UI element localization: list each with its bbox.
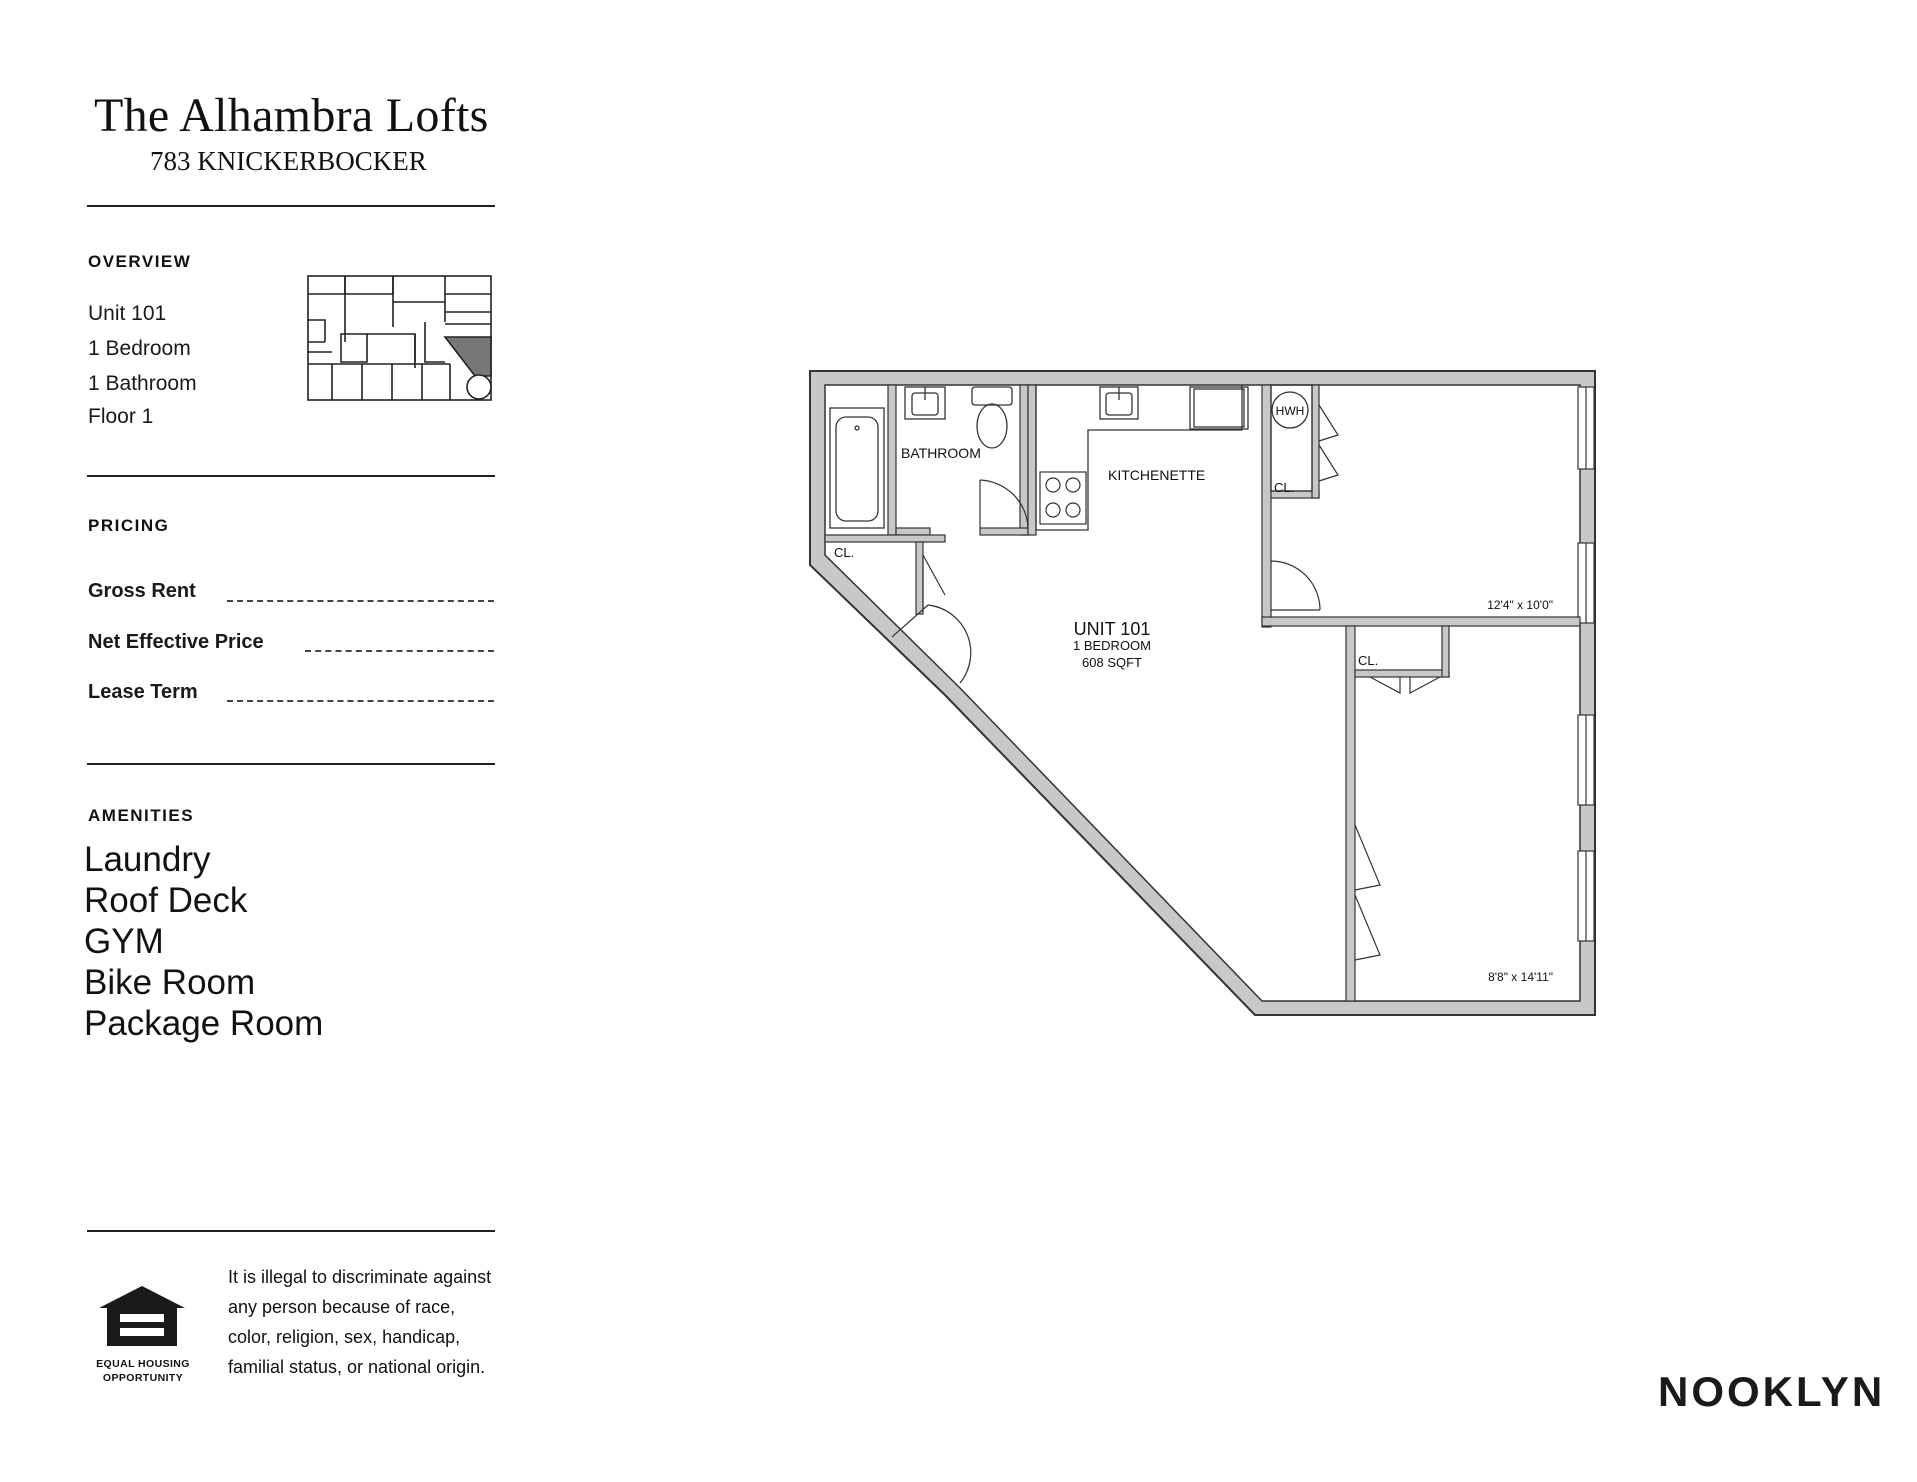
building-title: The Alhambra Lofts xyxy=(94,89,489,142)
equal-housing-caption-line: OPPORTUNITY xyxy=(102,1372,184,1384)
bedroom-count: 1 Bedroom xyxy=(88,337,191,360)
brand-logo: NOOKLYN xyxy=(1658,1368,1886,1415)
overview-heading: OVERVIEW xyxy=(88,252,192,271)
amenity-item: Laundry xyxy=(84,840,211,879)
amenity-item: Roof Deck xyxy=(84,881,248,920)
unit-area-label: 608 SQFT xyxy=(1082,655,1142,670)
amenity-item: Bike Room xyxy=(84,963,256,1002)
floor-plan xyxy=(800,365,1605,1025)
floor-number: Floor 1 xyxy=(88,405,154,428)
unit-number: Unit 101 xyxy=(88,302,167,325)
amenity-item: GYM xyxy=(84,922,164,961)
unit-bedroom-label: 1 BEDROOM xyxy=(1072,638,1152,653)
closet-label: CL. xyxy=(834,545,855,560)
pricing-heading: PRICING xyxy=(88,516,170,535)
gross-rent-value-line xyxy=(227,600,494,602)
lease-term-label: Lease Term xyxy=(88,681,198,703)
equal-housing-caption-line: EQUAL HOUSING xyxy=(96,1358,190,1370)
unit-label: UNIT 101 xyxy=(1073,619,1151,639)
net-effective-price-value-line xyxy=(305,650,494,652)
amenities-heading: AMENITIES xyxy=(88,806,195,825)
gross-rent-label: Gross Rent xyxy=(88,580,196,602)
bathroom-count: 1 Bathroom xyxy=(88,372,197,395)
net-effective-price-label: Net Effective Price xyxy=(88,631,264,653)
bathroom-label: BATHROOM xyxy=(901,445,981,461)
lower-room-dimensions: 8'8" x 14'11" xyxy=(1488,970,1553,984)
divider xyxy=(87,205,495,207)
equal-housing-caption xyxy=(88,1357,198,1385)
equal-housing-icon xyxy=(97,1284,187,1348)
kitchenette-label: KITCHENETTE xyxy=(1108,467,1206,483)
closet-label: CL. xyxy=(1274,480,1295,495)
key-plan-thumbnail xyxy=(305,272,495,407)
closet-label: CL. xyxy=(1358,653,1379,668)
water-heater-label: HWH xyxy=(1275,404,1305,418)
divider xyxy=(87,475,495,477)
lease-term-value-line xyxy=(227,700,494,702)
building-address: 783 KNICKERBOCKER xyxy=(150,146,427,176)
upper-room-dimensions: 12'4" x 10'0" xyxy=(1487,598,1553,612)
amenity-item: Package Room xyxy=(84,1004,324,1043)
fair-housing-disclaimer: It is illegal to discriminate against any person because of race, color, religion, sex, handicap, familial status, or national origin. xyxy=(228,1267,492,1377)
divider xyxy=(87,763,495,765)
divider xyxy=(87,1230,495,1232)
